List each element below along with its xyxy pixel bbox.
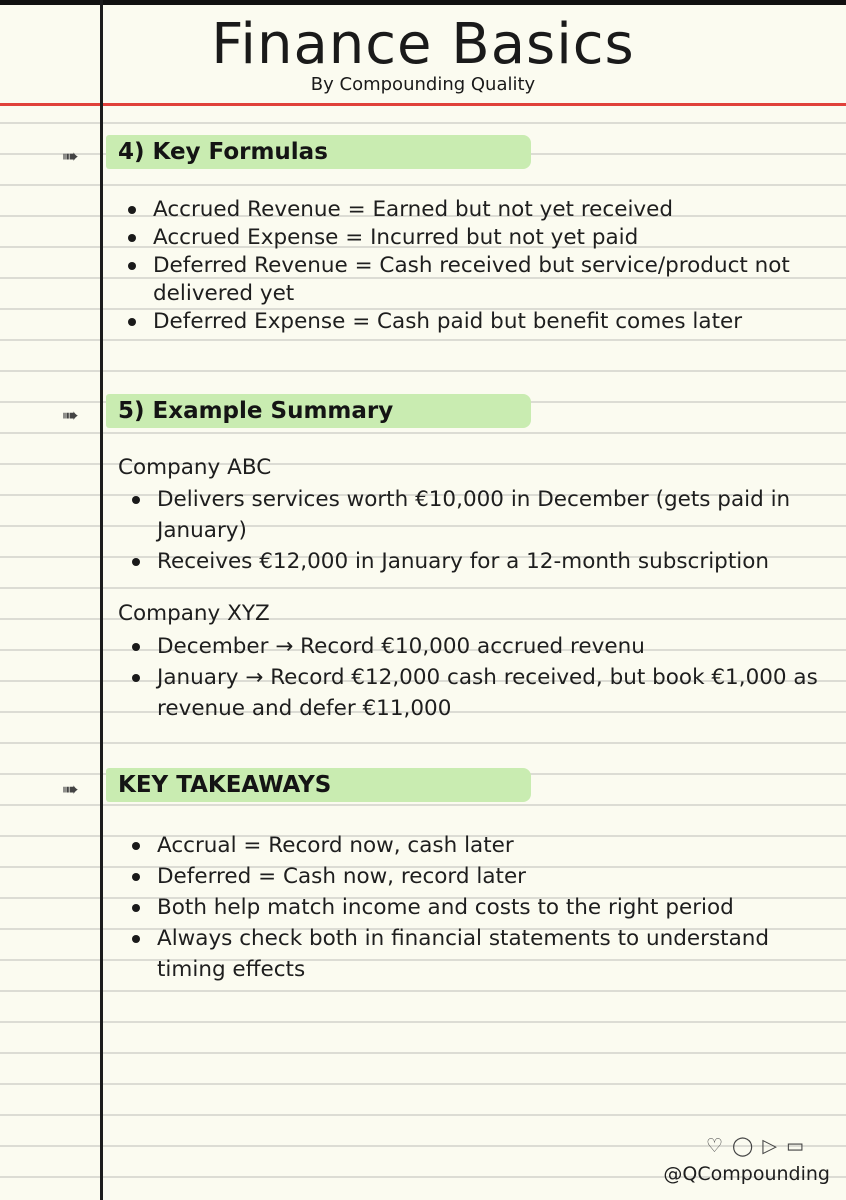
list-item: Delivers services worth €10,000 in December (gets paid in January) [130,484,830,546]
bookmark-icon: ▭ [785,1135,804,1157]
list-item: Deferred Revenue = Cash received but service/product not delivered yet [126,252,826,308]
list-item: Accrued Revenue = Earned but not yet received [126,196,826,224]
company-abc-label: Company ABC [118,455,272,480]
list-item: Deferred = Cash now, record later [130,861,830,892]
arrow-right-icon: ➠ [62,403,79,427]
list-item: Deferred Expense = Cash paid but benefit comes later [126,308,826,336]
formulas-list [126,196,826,336]
list-item: Accrued Expense = Incurred but not yet paid [126,224,826,252]
author-handle: @QCompounding [663,1163,830,1185]
arrow-right-icon: ➠ [62,777,79,801]
section-title-example: 5) Example Summary [118,398,394,424]
comment-icon: ◯ [732,1135,754,1157]
arrow-right-icon: ➠ [62,144,79,168]
header-red-rule [0,103,846,106]
section-title-formulas: 4) Key Formulas [118,139,328,165]
margin-line [100,0,103,1200]
share-icon: ▷ [762,1135,777,1157]
heart-icon: ♡ [706,1135,724,1157]
list-item: January → Record €12,000 cash received, but book €1,000 as revenue and defer €11,000 [130,662,830,724]
list-item: Both help match income and costs to the right period [130,892,830,923]
company-xyz-list [130,631,830,724]
list-item: Accrual = Record now, cash later [130,830,830,861]
list-item: Receives €12,000 in January for a 12-month subscription [130,546,830,577]
company-abc-list [130,484,830,577]
page-subtitle: By Compounding Quality [310,74,536,95]
takeaways-list [130,830,830,985]
list-item: December → Record €10,000 accrued revenu [130,631,830,662]
section-title-takeaways: KEY TAKEAWAYS [118,772,332,798]
company-xyz-label: Company XYZ [118,601,270,626]
list-item: Always check both in financial statements to understand timing effects [130,923,830,985]
page-title: Finance Basics [211,12,635,77]
social-icons [706,1136,804,1156]
